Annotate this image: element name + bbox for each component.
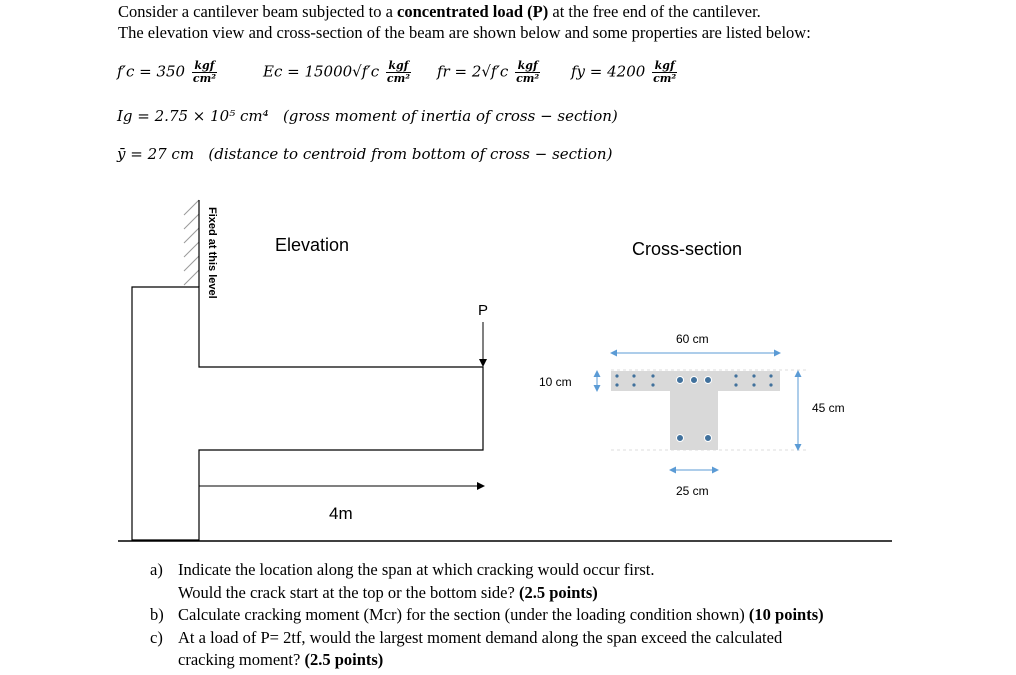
span-label: 4m [329, 504, 353, 523]
fc-unit: $\frac{\text{kgf}}{\text{cm²}}$ [192, 59, 217, 85]
question-b: b) Calculate cracking moment (Mcr) for the section (under the loading condition shown) (10 points) [150, 605, 824, 624]
width-label: 60 cm [676, 332, 709, 346]
support-hatch [184, 200, 199, 285]
height-label: 45 cm [812, 401, 845, 415]
flange-label: 10 cm [539, 375, 572, 389]
load-label: P [478, 302, 489, 319]
ig-equation: Ig = 2.75 × 10⁵ cm⁴ (gross moment of inertia of cross − section) [117, 107, 618, 125]
ec-unit: $\frac{\text{kgf}}{\text{cm²}}$ [386, 59, 411, 85]
intro-line-2: The elevation view and cross-section of the beam are shown below and some properties are listed below: [118, 23, 811, 42]
ec-equation: Ec = 15000√f′c $\frac{\text{kgf}}{\text{cm²}}$ [263, 59, 411, 85]
intro-line-1: Consider a cantilever beam subjected to a concentrated load (P) at the free end of the cantilever. [118, 2, 761, 21]
elevation-title: Elevation [275, 235, 350, 255]
ybar-equation: ȳ = 27 cm (distance to centroid from bottom of cross − section) [117, 145, 613, 163]
fr-unit: $\frac{\text{kgf}}{\text{cm²}}$ [516, 59, 540, 85]
web-label: 25 cm [676, 484, 709, 498]
cross-section-title: Cross-section [632, 239, 743, 259]
fc-equation: f′c = 350 $\frac{\text{kgf}}{\text{cm²}}$ [117, 59, 217, 85]
fr-equation: fr = 2√f′c $\frac{\text{kgf}}{\text{cm²}}$ [437, 59, 540, 85]
fy-equation: fy = 4200 $\frac{\text{kgf}}{\text{cm²}}$ [571, 59, 677, 85]
question-a: a) Indicate the location along the span at which cracking would occur first. Would the crack start at the top or the bottom side? (2.5 points) [150, 560, 655, 602]
beam-outline [132, 287, 483, 540]
question-c: c) At a load of P= 2tf, would the largest moment demand along the span exceed the calculated cracking moment? (2.5 points) [150, 627, 783, 669]
fy-unit: $\frac{\text{kgf}}{\text{cm²}}$ [653, 59, 677, 85]
questions-list [150, 559, 824, 672]
fixed-level-label: Fixed at this level [206, 207, 218, 299]
